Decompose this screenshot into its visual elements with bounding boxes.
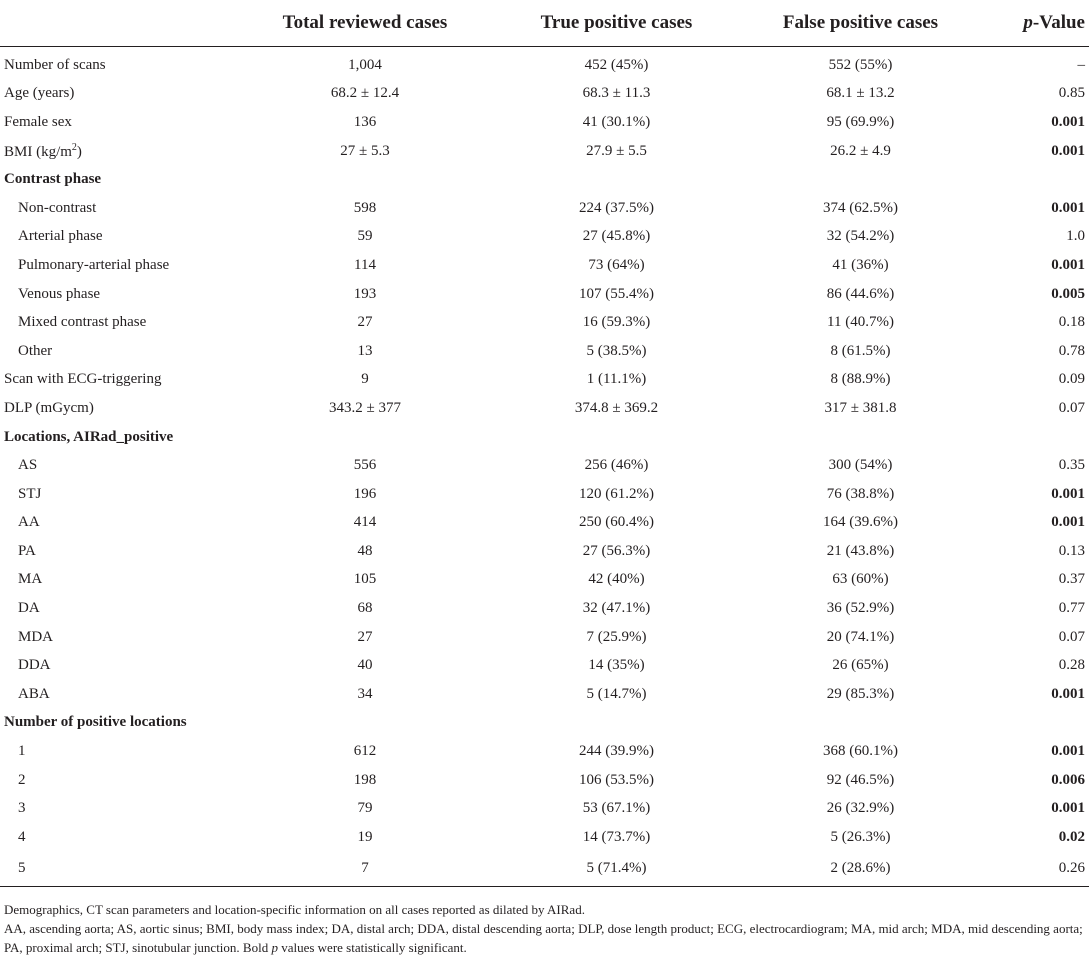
table-row <box>0 366 1089 395</box>
cell-total-reviewed: 198 <box>353 771 377 788</box>
table-row <box>0 451 1089 480</box>
cell-p-value: 0.001 <box>1051 743 1085 760</box>
cell-total-reviewed: 13 <box>357 342 373 359</box>
section-header-row <box>0 165 1089 194</box>
cell-true-positive: 14 (73.7%) <box>582 828 651 845</box>
table-row <box>0 852 1089 887</box>
cell-p-value: 0.001 <box>1051 256 1085 273</box>
row-label: DLP (mGycm) <box>4 399 94 416</box>
header-p-value: p-Value <box>982 0 1089 47</box>
header-row <box>0 0 1089 47</box>
cell-total-reviewed <box>236 709 494 738</box>
table-row <box>0 337 1089 366</box>
cell-total-reviewed: 414 <box>353 514 377 531</box>
table-row <box>0 823 1089 852</box>
row-label: BMI $(kg/m^2)$ <box>4 141 82 160</box>
cell-false-positive <box>739 709 982 738</box>
cell-total-reviewed: 193 <box>353 285 377 302</box>
cell-true-positive: 16 (59.3%) <box>582 314 651 331</box>
table-row <box>0 737 1089 766</box>
cell-true-positive: 14 (35%) <box>588 657 645 674</box>
cell-p-value <box>982 423 1089 452</box>
cell-p-value: 0.001 <box>1051 514 1085 531</box>
cell-p-value: 0.005 <box>1051 285 1085 302</box>
header-label-column <box>0 0 236 47</box>
header-total-reviewed: Total reviewed cases <box>236 0 494 47</box>
cell-total-reviewed: 9 <box>361 371 369 388</box>
row-label: Age (years) <box>4 85 75 102</box>
row-label: 4 <box>18 828 26 845</box>
cell-true-positive: 374.8 ± 369.2 <box>574 399 659 416</box>
cell-false-positive: 26 (32.9%) <box>826 800 895 817</box>
header-false-positive: False positive cases <box>739 0 982 47</box>
cell-p-value: 0.001 <box>1051 142 1085 159</box>
cell-false-positive: 300 (54%) <box>828 457 893 474</box>
cell-total-reviewed: 48 <box>357 542 373 559</box>
table-row <box>0 137 1089 166</box>
section-label: Contrast phase <box>4 171 102 188</box>
cell-false-positive: 21 (43.8%) <box>826 542 895 559</box>
table-row <box>0 766 1089 795</box>
cell-p-value: 0.09 <box>1058 371 1085 388</box>
cell-true-positive <box>494 709 739 738</box>
table-row <box>0 308 1089 337</box>
table-row <box>0 480 1089 509</box>
cell-total-reviewed: 59 <box>357 228 373 245</box>
cell-false-positive: 68.1 ± 13.2 <box>826 85 895 102</box>
row-label: Pulmonary-arterial phase <box>18 256 170 273</box>
row-label: Female sex <box>4 113 72 130</box>
cell-true-positive: 224 (37.5%) <box>579 199 654 216</box>
row-label: MA <box>18 571 43 588</box>
cell-true-positive: 5 (71.4%) <box>494 852 739 887</box>
table-row <box>0 47 1089 80</box>
cell-false-positive <box>739 423 982 452</box>
cell-true-positive: 27.9 ± 5.5 <box>586 142 647 159</box>
cell-total-reviewed: 27 <box>357 314 373 331</box>
cell-total-reviewed: 105 <box>353 571 377 588</box>
table-row <box>0 194 1089 223</box>
cell-p-value: 0.13 <box>1058 542 1085 559</box>
cell-false-positive: 5 (26.3%) <box>830 828 891 845</box>
row-label: DA <box>18 600 40 617</box>
cell-p-value: 0.35 <box>1058 457 1085 474</box>
table-row <box>0 223 1089 252</box>
cell-false-positive: 374 (62.5%) <box>823 199 898 216</box>
cell-p-value <box>982 709 1089 738</box>
cell-false-positive: 317 ± 381.8 <box>824 399 897 416</box>
cell-total-reviewed: 556 <box>353 457 377 474</box>
cell-true-positive: 7 (25.9%) <box>586 628 647 645</box>
cell-true-positive: 1 (11.1%) <box>586 371 647 388</box>
cell-true-positive: 256 (46%) <box>584 457 649 474</box>
cell-false-positive: 32 (54.2%) <box>826 228 895 245</box>
cell-p-value: 0.28 <box>1058 657 1085 674</box>
cell-true-positive: 5 (38.5%) <box>586 342 647 359</box>
row-label: Mixed contrast phase <box>18 314 147 331</box>
row-label: AA <box>18 514 40 531</box>
cell-p-value: 0.78 <box>1058 342 1085 359</box>
cell-total-reviewed: 612 <box>353 743 377 760</box>
section-header-row <box>0 709 1089 738</box>
cell-p-value: 0.85 <box>1058 85 1085 102</box>
cell-false-positive <box>739 165 982 194</box>
cell-p-value: – <box>1077 56 1085 73</box>
cell-false-positive: 11 (40.7%) <box>827 314 894 331</box>
cell-true-positive: 68.3 ± 11.3 <box>582 85 651 102</box>
row-label: Arterial phase <box>18 228 103 245</box>
cell-false-positive: 8 (88.9%) <box>830 371 891 388</box>
cell-true-positive: 73 (64%) <box>588 256 645 273</box>
cell-p-value <box>982 165 1089 194</box>
cell-true-positive: 53 (67.1%) <box>582 800 651 817</box>
cell-false-positive: 26 (65%) <box>832 657 889 674</box>
cell-false-positive: 95 (69.9%) <box>826 113 895 130</box>
cell-p-value: 0.001 <box>1051 800 1085 817</box>
cell-true-positive: 120 (61.2%) <box>579 485 654 502</box>
cell-true-positive: 42 (40%) <box>588 571 645 588</box>
table-row <box>0 537 1089 566</box>
table-row <box>0 108 1089 137</box>
section-label: Locations, AIRad_positive <box>4 428 174 445</box>
cell-total-reviewed: 34 <box>357 685 373 702</box>
cell-false-positive: 63 (60%) <box>832 571 889 588</box>
cell-total-reviewed: 40 <box>357 657 373 674</box>
cell-false-positive: 76 (38.8%) <box>826 485 895 502</box>
table-row <box>0 509 1089 538</box>
cell-false-positive: 20 (74.1%) <box>826 628 895 645</box>
cell-total-reviewed: 1,004 <box>348 56 382 73</box>
row-label: MDA <box>18 628 54 645</box>
cell-total-reviewed: 68.2 ± 12.4 <box>330 85 400 102</box>
row-label: Scan with ECG-triggering <box>4 371 162 388</box>
row-label: 3 <box>18 800 26 817</box>
footnote-abbreviations: AA, ascending aorta; AS, aortic sinus; BMI, body mass index; DA, distal arch; DDA, distal descending aorta; DLP, dose length product; ECG, electrocardiogram; MA, mid arch; MDA, mid descending aorta; PA, proximal arch; STJ, sinotubular junction. Bold p values were statistically significant. <box>4 921 1083 955</box>
row-label: AS <box>18 457 38 474</box>
cell-total-reviewed <box>236 165 494 194</box>
cell-true-positive: 250 (60.4%) <box>579 514 654 531</box>
cell-total-reviewed: 7 <box>236 852 494 887</box>
cell-total-reviewed: 27 ± 5.3 <box>340 142 390 159</box>
cell-p-value: 1.0 <box>1066 228 1085 245</box>
table-row <box>0 566 1089 595</box>
cell-true-positive: 5 (14.7%) <box>586 685 647 702</box>
table-row <box>0 280 1089 309</box>
cell-false-positive: 29 (85.3%) <box>826 685 895 702</box>
row-label: DDA <box>18 657 51 674</box>
cell-p-value: 0.001 <box>1051 199 1085 216</box>
cell-true-positive: 107 (55.4%) <box>579 285 654 302</box>
table-body <box>0 47 1089 887</box>
cell-true-positive: 32 (47.1%) <box>582 600 651 617</box>
cell-p-value: 0.77 <box>1058 600 1085 617</box>
cell-total-reviewed: 79 <box>357 800 373 817</box>
table-row <box>0 680 1089 709</box>
cell-total-reviewed: 136 <box>353 113 377 130</box>
cell-total-reviewed: 196 <box>353 485 377 502</box>
cell-p-value: 0.26 <box>982 852 1089 887</box>
cell-false-positive: 86 (44.6%) <box>826 285 895 302</box>
cell-false-positive: 92 (46.5%) <box>826 771 895 788</box>
cell-total-reviewed <box>236 423 494 452</box>
cell-false-positive: 8 (61.5%) <box>830 342 891 359</box>
section-label: Number of positive locations <box>4 714 187 731</box>
table-row <box>0 651 1089 680</box>
footnote-description: Demographics, CT scan parameters and location-specific information on all cases reported as dilated by AIRad. <box>4 902 585 917</box>
cell-p-value: 0.07 <box>1058 628 1085 645</box>
cell-p-value: 0.001 <box>1051 685 1085 702</box>
table-footnotes <box>4 900 1084 957</box>
cell-false-positive: 41 (36%) <box>832 256 889 273</box>
table-row <box>0 623 1089 652</box>
cell-true-positive: 27 (56.3%) <box>582 542 651 559</box>
row-label: 5 <box>0 852 236 887</box>
cell-p-value: 0.006 <box>1051 771 1085 788</box>
cell-true-positive: 27 (45.8%) <box>582 228 651 245</box>
cell-true-positive: 244 (39.9%) <box>579 743 654 760</box>
section-header-row <box>0 423 1089 452</box>
table-row <box>0 794 1089 823</box>
cell-true-positive: 41 (30.1%) <box>582 113 651 130</box>
cell-p-value: 0.02 <box>1058 828 1085 845</box>
table-row <box>0 251 1089 280</box>
cell-false-positive: 368 (60.1%) <box>823 743 898 760</box>
row-label: ABA <box>18 685 50 702</box>
cell-false-positive: 26.2 ± 4.9 <box>830 142 891 159</box>
row-label: STJ <box>18 485 42 502</box>
table-row <box>0 594 1089 623</box>
header-true-positive: True positive cases <box>494 0 739 47</box>
cell-total-reviewed: 343.2 ± 377 <box>329 399 401 416</box>
cell-total-reviewed: 68 <box>357 600 373 617</box>
cell-true-positive <box>494 423 739 452</box>
cell-false-positive: 552 (55%) <box>828 56 893 73</box>
cell-p-value: 0.001 <box>1051 113 1085 130</box>
cell-false-positive: 36 (52.9%) <box>826 600 895 617</box>
table-row <box>0 80 1089 109</box>
row-label: 1 <box>18 743 26 760</box>
cell-total-reviewed: 114 <box>354 256 376 273</box>
cell-false-positive: 164 (39.6%) <box>823 514 898 531</box>
cell-true-positive: 106 (53.5%) <box>579 771 654 788</box>
row-label: PA <box>18 542 36 559</box>
cell-true-positive: 452 (45%) <box>584 56 649 73</box>
cell-p-value: 0.37 <box>1058 571 1085 588</box>
cell-total-reviewed: 27 <box>357 628 373 645</box>
cell-true-positive <box>494 165 739 194</box>
row-label: Other <box>18 342 53 359</box>
row-label: Venous phase <box>18 285 101 302</box>
row-label: 2 <box>18 771 26 788</box>
table-row <box>0 394 1089 423</box>
cell-p-value: 0.18 <box>1058 314 1085 331</box>
cell-p-value: 0.07 <box>1058 399 1085 416</box>
cell-false-positive: 2 (28.6%) <box>739 852 982 887</box>
row-label: Number of scans <box>4 56 106 73</box>
cell-p-value: 0.001 <box>1051 485 1085 502</box>
row-label: Non-contrast <box>18 199 97 216</box>
cell-total-reviewed: 19 <box>357 828 373 845</box>
cell-total-reviewed: 598 <box>353 199 377 216</box>
